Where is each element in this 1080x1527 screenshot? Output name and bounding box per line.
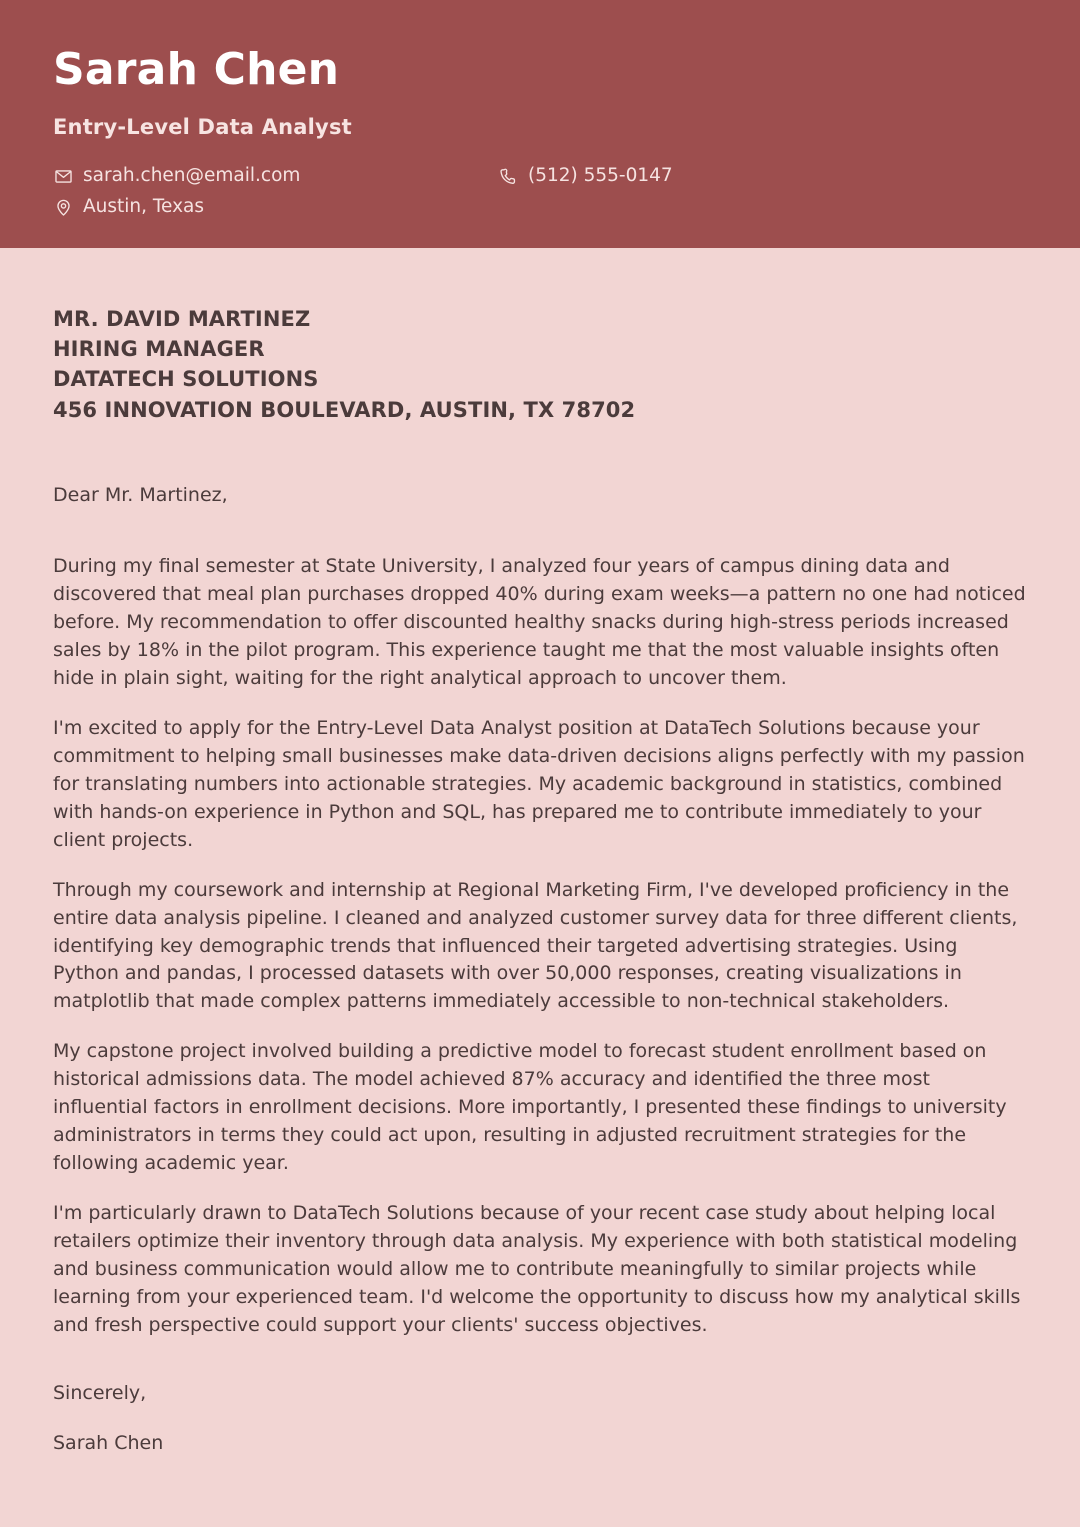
letter-header — [0, 0, 1080, 248]
recipient-line: 456 INNOVATION BOULEVARD, AUSTIN, TX 78702 — [53, 397, 636, 422]
letter-paragraph: I'm excited to apply for the Entry-Level Data Analyst position at DataTech Solutions because your commitment to helping small businesses make data-driven decisions aligns perfectly with my passion for translating numbers into actionable strategies. My academic background in statistics, combined with hands-on experience in Python and SQL, has prepared me to contribute immediately to your client projects. — [53, 717, 1025, 851]
letter-body — [0, 248, 1080, 1457]
phone-icon — [498, 166, 519, 187]
contact-email[interactable] — [53, 165, 498, 187]
salutation: Dear Mr. Martinez, — [53, 483, 228, 506]
contact-location — [53, 196, 498, 218]
signature-name: Sarah Chen — [53, 1431, 164, 1454]
recipient-line: MR. DAVID MARTINEZ — [53, 307, 311, 331]
contact-phone[interactable] — [498, 165, 833, 187]
letter-paragraph: Through my coursework and internship at Regional Marketing Firm, I've developed proficiency in the entire data analysis pipeline. I cleaned and analyzed customer survey data for three different clients, identifying key demographic trends that influenced their targeted advertising strategies. Using Python and pandas, I processed datasets with over 50,000 responses, creating visualizations in matplotlib that made complex patterns immediately accessible to non-technical stakeholders. — [53, 878, 1018, 1013]
recipient-address-block — [53, 304, 1027, 425]
contact-location-text: Austin, Texas — [83, 196, 205, 218]
letter-paragraph: My capstone project involved building a predictive model to forecast student enrollment based on historical admissions data. The model achieved 87% accuracy and identified the three most influential factors in enrollment decisions. More importantly, I presented these findings to university administrators in terms they could act upon, resulting in adjusted recruitment strategies for the following academic year. — [53, 1040, 1007, 1174]
recipient-line: DATATECH SOLUTIONS — [53, 367, 319, 392]
applicant-job-title: Entry-Level Data Analyst — [53, 115, 352, 140]
contact-phone-text: (512) 555-0147 — [528, 165, 673, 187]
letter-paragraph: During my final semester at State University, I analyzed four years of campus dining data and discovered that meal plan purchases dropped 40% during exam weeks—a pattern no one had noticed before. My recommendation to offer discounted healthy snacks during high-stress periods increased sales by 18% in the pilot program. This experience taught me that the most valuable insights often hide in plain sight, waiting for the right analytical approach to uncover them. — [53, 555, 1026, 690]
recipient-line: HIRING MANAGER — [53, 337, 265, 362]
applicant-name: Sarah Chen — [53, 44, 340, 95]
closing-salutation: Sincerely, — [53, 1382, 147, 1405]
contact-email-text: sarah.chen@email.com — [83, 165, 301, 187]
contact-info — [53, 165, 833, 218]
map-pin-icon — [53, 197, 74, 218]
letter-paragraph: I'm particularly drawn to DataTech Solutions because of your recent case study about helping local retailers optimize their inventory through data analysis. My experience with both statistical modeling and business communication would allow me to contribute meaningfully to similar projects while learning from your experienced team. I'd welcome the opportunity to discuss how my analytical skills and fresh perspective could support your clients' success objectives. — [53, 1201, 1021, 1336]
envelope-icon — [53, 166, 74, 187]
letter-closing — [53, 1379, 1027, 1457]
